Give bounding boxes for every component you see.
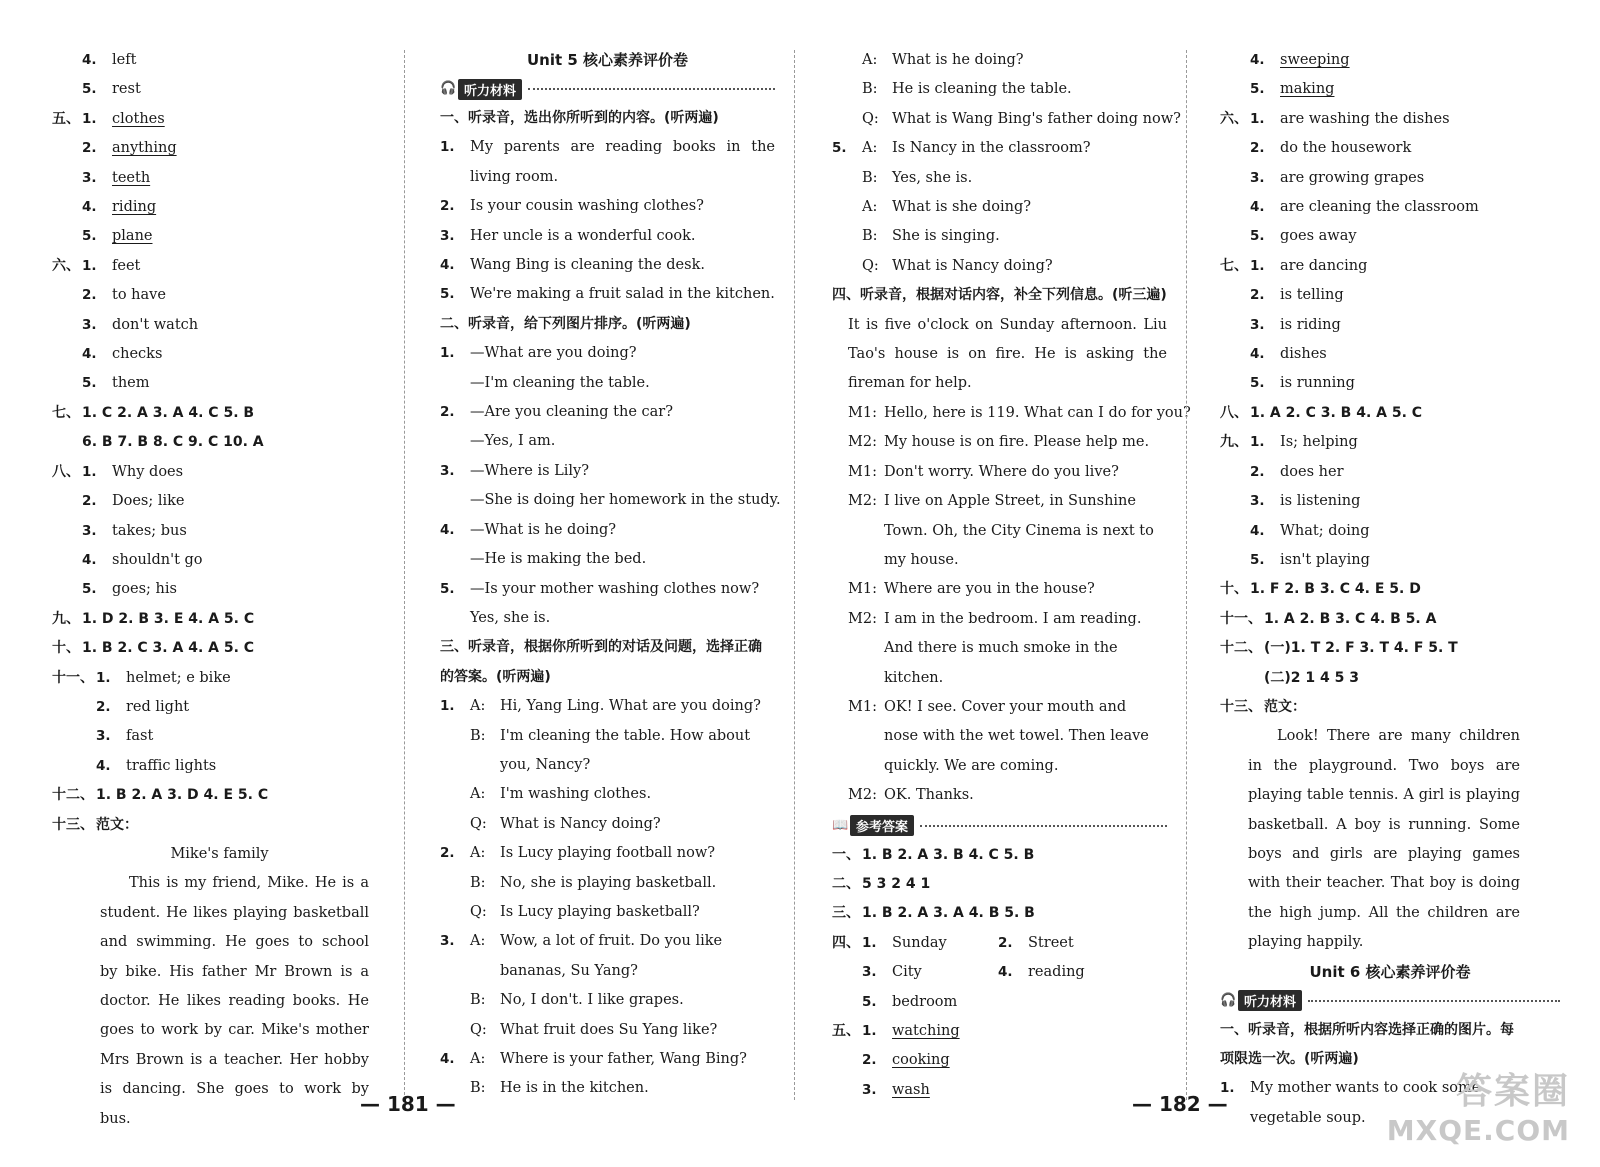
transcript-line: What is he doing? <box>892 52 1024 68</box>
speaker-label: A: <box>862 140 878 157</box>
answer-text: dishes <box>1280 346 1327 363</box>
column-divider <box>404 50 405 1100</box>
section-number: 十、 <box>1220 581 1248 598</box>
answer-text: is riding <box>1280 316 1341 333</box>
answer-text: is running <box>1280 375 1355 392</box>
speaker-label: M1: <box>848 404 877 421</box>
speaker-label: B: <box>862 169 878 186</box>
answer-row: (二)2 1 4 5 3 <box>1264 669 1359 686</box>
answer-text: is listening <box>1280 493 1361 510</box>
answer-text: Street <box>1028 934 1074 951</box>
section-number: 九、 <box>1220 434 1248 451</box>
item-number: 4. <box>96 757 111 774</box>
transcript-line: My house is on fire. Please help me. <box>884 434 1150 451</box>
answer-text: feet <box>112 257 141 274</box>
answer-text: are washing the dishes <box>1280 110 1450 127</box>
item-number: 1. <box>440 345 455 362</box>
answer-text: are dancing <box>1280 257 1368 274</box>
answer-text: What; doing <box>1280 522 1370 539</box>
transcript-line: —What is he doing? <box>470 521 617 538</box>
transcript-line: What is she doing? <box>892 199 1032 216</box>
answer-row: (一)1. T 2. F 3. T 4. F 5. T <box>1264 640 1458 657</box>
column-3 <box>832 46 1191 1105</box>
section-number: 一、 <box>832 846 860 863</box>
speaker-label: B: <box>470 1080 486 1097</box>
transcript-line: What fruit does Su Yang like? <box>500 1021 718 1038</box>
answer-text: wash <box>892 1081 930 1098</box>
answer-text: Why does <box>112 463 184 480</box>
answer-text: anything <box>112 140 177 157</box>
speaker-label: Q: <box>862 257 879 274</box>
answer-row: 1. F 2. B 3. C 4. E 5. D <box>1250 581 1421 598</box>
answer-row: 1. A 2. B 3. C 4. B 5. A <box>1264 610 1437 627</box>
speaker-label: M1: <box>848 581 877 598</box>
item-number: 3. <box>82 522 97 539</box>
transcript-line: Her uncle is a wonderful cook. <box>470 227 696 244</box>
item-number: 5. <box>440 286 455 303</box>
transcript-line: —What are you doing? <box>470 345 637 362</box>
transcript-line: Hello, here is 119. What can I do for you? <box>884 404 1191 421</box>
section-number: 七、 <box>52 404 80 421</box>
item-number: 5. <box>1250 81 1265 98</box>
section-number: 十、 <box>52 640 80 657</box>
transcript-line: —She is doing her homework in the study. <box>470 492 781 509</box>
speaker-label: B: <box>862 228 878 245</box>
answer-text: City <box>892 964 922 981</box>
answer-text: teeth <box>112 169 151 186</box>
page-number-right: — 182 — <box>1132 1092 1228 1116</box>
answer-row: 1. A 2. C 3. B 4. A 5. C <box>1250 404 1423 421</box>
item-number: 4. <box>82 199 97 216</box>
answer-text: red light <box>126 698 190 715</box>
item-number: 3. <box>96 728 111 745</box>
item-number: 2. <box>1250 140 1265 157</box>
transcript-line: My mother wants to cook some vegetable soup. <box>1250 1080 1481 1126</box>
watermark-url: MXQE.COM <box>1386 1114 1570 1147</box>
speaker-label: Q: <box>470 1021 487 1038</box>
transcript-line: Yes, she is. <box>470 609 551 626</box>
transcript-line: He is cleaning the table. <box>892 81 1072 98</box>
section-number: 六、 <box>52 257 80 274</box>
item-number: 3. <box>82 316 97 333</box>
item-number: 1. <box>1250 257 1265 274</box>
transcript-line: My parents are reading books in the living room. <box>470 139 775 185</box>
answer-text: clothes <box>112 110 165 127</box>
item-number: 5. <box>82 581 97 598</box>
page-number-left: — 181 — <box>360 1092 456 1116</box>
item-number: 1. <box>862 934 877 951</box>
column-2 <box>440 46 781 1104</box>
item-number: 3. <box>82 169 97 186</box>
item-number: 3. <box>440 933 455 950</box>
transcript-line: —I'm cleaning the table. <box>470 374 650 391</box>
answer-text: fast <box>126 728 154 745</box>
section-number: 十三、 <box>1220 698 1262 715</box>
speaker-label: A: <box>862 199 878 216</box>
speaker-label: B: <box>470 874 486 891</box>
book-icon: 📖 <box>832 817 849 833</box>
item-number: 1. <box>440 139 455 156</box>
reference-answer-tag <box>832 813 1167 839</box>
item-number: 5. <box>1250 375 1265 392</box>
answer-text: takes; bus <box>112 522 187 539</box>
watermark-logo: 答案圈 <box>1455 1071 1570 1112</box>
answer-row: 1. D 2. B 3. E 4. A 5. C <box>82 610 255 627</box>
transcript-line: Wang Bing is cleaning the desk. <box>470 257 705 274</box>
transcript-line: —Are you cleaning the car? <box>470 404 673 421</box>
answer-text: plane <box>112 228 153 245</box>
speaker-label: M1: <box>848 463 877 480</box>
speaker-label: B: <box>470 992 486 1009</box>
speaker-label: Q: <box>470 815 487 832</box>
item-number: 5. <box>82 81 97 98</box>
section-number: 八、 <box>1220 404 1248 421</box>
item-number: 2. <box>82 140 97 157</box>
item-number: 1. <box>440 698 455 715</box>
section-number: 四、 <box>832 934 860 951</box>
item-number: 1. <box>1250 434 1265 451</box>
transcript-line: Is Lucy playing basketball? <box>500 903 700 920</box>
speaker-label: Q: <box>470 903 487 920</box>
answer-text: traffic lights <box>126 757 217 774</box>
transcript-line: What is Wang Bing's father doing now? <box>892 110 1181 127</box>
answer-text: 范文： <box>1264 698 1306 715</box>
model-essay: Look! There are many children in the playground. Two boys are playing table tennis. A girl is playing basketball. A boy is running. Some boys and girls are playing games with their teacher. That boy is doing the high jump. All the children are playing happily. <box>1248 728 1520 951</box>
section-number: 十一、 <box>52 669 94 686</box>
transcript-line: Wow, a lot of fruit. Do you like bananas, Su Yang? <box>500 933 723 979</box>
question-heading: 一、听录音，根据所听内容选择正确的图片。每项限选一次。(听两遍) <box>1220 1021 1514 1067</box>
transcript-line: No, she is playing basketball. <box>500 874 717 891</box>
answer-row: 1. B 2. A 3. A 4. B 5. B <box>862 905 1035 922</box>
item-number: 4. <box>82 52 97 68</box>
item-number: 1. <box>82 110 97 127</box>
item-number: 4. <box>1250 522 1265 539</box>
section-number: 八、 <box>52 463 80 480</box>
answer-text: checks <box>112 346 163 363</box>
transcript-line: —He is making the bed. <box>470 551 647 568</box>
item-number: 3. <box>862 964 877 981</box>
item-number: 3. <box>1250 316 1265 333</box>
speaker-label: Q: <box>862 110 879 127</box>
answer-text: bedroom <box>892 993 958 1010</box>
speaker-label: A: <box>470 698 486 715</box>
item-number: 5. <box>1250 228 1265 245</box>
transcript-line: —Where is Lily? <box>470 462 590 479</box>
column-4 <box>1220 46 1560 1133</box>
transcript-line: I'm cleaning the table. How about you, Nancy? <box>500 727 751 773</box>
answer-text: riding <box>112 199 157 216</box>
question-heading: 三、听录音，根据你所听到的对话及问题，选择正确的答案。(听两遍) <box>440 639 762 685</box>
item-number: 1. <box>82 463 97 480</box>
answer-text: Is; helping <box>1280 434 1358 451</box>
transcript-line: Hi, Yang Ling. What are you doing? <box>500 698 761 715</box>
speaker-label: M2: <box>848 787 877 804</box>
speaker-label: A: <box>470 786 486 803</box>
transcript-line: —Is your mother washing clothes now? <box>470 580 760 597</box>
section-number: 十三、 <box>52 816 94 833</box>
speaker-label: A: <box>470 845 486 862</box>
transcript-line: OK! I see. Cover your mouth and nose with the wet towel. Then leave quickly. We are coming. <box>884 698 1149 774</box>
answer-row: 6. B 7. B 8. C 9. C 10. A <box>82 434 264 451</box>
speaker-label: M1: <box>848 698 877 715</box>
item-number: 1. <box>96 669 111 686</box>
transcript-line: No, I don't. I like grapes. <box>500 992 684 1009</box>
item-number: 5. <box>440 580 455 597</box>
dotted-rule <box>528 88 775 90</box>
transcript-line: We're making a fruit salad in the kitchen. <box>470 286 775 303</box>
question-intro: It is five o'clock on Sunday afternoon. Liu Tao's house is on fire. He is asking the fireman for help. <box>848 316 1167 392</box>
answer-text: them <box>112 375 150 392</box>
answer-text: watching <box>892 1023 960 1039</box>
transcript-line: I'm washing clothes. <box>500 786 652 803</box>
answer-text: left <box>112 52 137 68</box>
answer-text: reading <box>1028 964 1085 981</box>
section-number: 七、 <box>1220 257 1248 274</box>
item-number: 4. <box>82 551 97 568</box>
speaker-label: A: <box>470 933 486 950</box>
item-number: 2. <box>440 845 455 862</box>
answer-row: 1. B 2. A 3. D 4. E 5. C <box>96 787 269 804</box>
answer-text: cooking <box>892 1052 950 1069</box>
tag-label: 听力材料 <box>1238 990 1302 1011</box>
answer-text: to have <box>112 287 166 304</box>
section-number: 六、 <box>1220 110 1248 127</box>
question-heading: 二、听录音，给下列图片排序。(听两遍) <box>440 315 691 332</box>
answer-text: goes away <box>1280 228 1357 245</box>
column-divider <box>794 50 795 1100</box>
answer-text: sweeping <box>1280 52 1350 68</box>
item-number: 4. <box>82 346 97 363</box>
item-number: 2. <box>440 404 455 421</box>
answer-text: making <box>1280 81 1335 98</box>
answer-text: do the housework <box>1280 140 1412 157</box>
answer-text: Does; like <box>112 493 185 510</box>
answer-text: goes; his <box>112 581 177 598</box>
section-number: 十二、 <box>1220 640 1262 657</box>
speaker-label: A: <box>470 1051 486 1067</box>
section-number: 三、 <box>832 905 860 922</box>
essay-title: Mike's family <box>170 845 269 862</box>
unit-title: Unit 5 核心素养评价卷 <box>526 51 689 69</box>
transcript-line: He is in the kitchen. <box>500 1080 649 1097</box>
question-heading: 一、听录音，选出你所听到的内容。(听两遍) <box>440 110 719 126</box>
answer-text: helmet; e bike <box>126 669 231 686</box>
transcript-line: —Yes, I am. <box>470 433 556 450</box>
item-number: 2. <box>1250 463 1265 480</box>
answer-text: Sunday <box>892 934 947 951</box>
watermark <box>1387 1063 1570 1147</box>
speaker-label: M2: <box>848 610 877 627</box>
answer-row: 1. B 2. A 3. B 4. C 5. B <box>862 846 1035 863</box>
transcript-line: Is your cousin washing clothes? <box>470 198 704 215</box>
section-number: 二、 <box>832 875 860 892</box>
tag-label: 参考答案 <box>850 815 914 836</box>
answer-text: isn't playing <box>1280 551 1370 568</box>
item-number: 2. <box>96 698 111 715</box>
item-number: 4. <box>1250 346 1265 363</box>
item-number: 4. <box>1250 52 1265 68</box>
speaker-label: M2: <box>848 434 877 451</box>
answer-text: are cleaning the classroom <box>1280 199 1479 216</box>
item-number: 5. <box>1250 551 1265 568</box>
speaker-label: B: <box>862 81 878 98</box>
item-number: 2. <box>998 934 1013 951</box>
item-number: 3. <box>862 1081 877 1098</box>
item-number: 4. <box>440 1051 455 1067</box>
transcript-line: I live on Apple Street, in Sunshine Town. Oh, the City Cinema is next to my house. <box>884 493 1154 568</box>
item-number: 2. <box>862 1052 877 1069</box>
item-number: 3. <box>440 227 455 244</box>
transcript-line: Yes, she is. <box>892 169 973 186</box>
answer-text: 范文： <box>96 816 138 833</box>
dotted-rule <box>920 825 1167 827</box>
section-number: 十一、 <box>1220 610 1262 627</box>
item-number: 3. <box>1250 493 1265 510</box>
tag-label: 听力材料 <box>458 79 522 100</box>
question-heading: 四、听录音，根据对话内容，补全下列信息。(听三遍) <box>832 287 1167 304</box>
item-number: 1. <box>862 1023 877 1039</box>
answer-text: rest <box>112 81 141 98</box>
dotted-rule <box>1308 1000 1560 1002</box>
item-number: 2. <box>1250 287 1265 304</box>
item-number: 4. <box>1250 199 1265 216</box>
transcript-line: Don't worry. Where do you live? <box>884 463 1119 480</box>
transcript-line: I am in the bedroom. I am reading. And there is much smoke in the kitchen. <box>884 610 1142 686</box>
item-number: 4. <box>440 521 455 538</box>
listening-material-tag <box>1220 988 1560 1014</box>
item-number: 5. <box>82 375 97 392</box>
speaker-label: M2: <box>848 493 877 510</box>
item-number: 1. <box>82 257 97 274</box>
answer-text: does her <box>1280 463 1344 480</box>
transcript-line: OK. Thanks. <box>884 787 974 804</box>
item-number: 1. <box>1250 110 1265 127</box>
speaker-label: A: <box>862 52 878 68</box>
transcript-line: She is singing. <box>892 228 1000 245</box>
item-number: 5. <box>862 993 877 1010</box>
transcript-line: Where is your father, Wang Bing? <box>500 1051 747 1067</box>
model-essay: This is my friend, Mike. He is a student. He likes playing basketball and swimming. He goes to school by bike. His father Mr Brown is a doctor. He likes reading books. He goes to work by car. Mike's mother Mrs Brown is a teacher. Her hobby is dancing. She goes to work by bus. <box>100 875 369 1127</box>
item-number: 2. <box>440 198 455 215</box>
section-number: 九、 <box>52 610 80 627</box>
item-number: 4. <box>998 964 1013 981</box>
transcript-line: Where are you in the house? <box>884 581 1095 598</box>
unit-title: Unit 6 核心素养评价卷 <box>1309 962 1471 981</box>
item-number: 5. <box>82 228 97 245</box>
speaker-label: B: <box>470 727 486 744</box>
headphones-icon: 🎧 <box>1220 992 1237 1008</box>
item-number: 1. <box>1220 1080 1235 1097</box>
transcript-line: Is Lucy playing football now? <box>500 845 716 862</box>
transcript-line: What is Nancy doing? <box>500 815 661 832</box>
transcript-line: Is Nancy in the classroom? <box>892 140 1091 157</box>
answer-text: is telling <box>1280 287 1344 304</box>
answer-text: shouldn't go <box>112 551 203 568</box>
column-1 <box>52 46 387 1134</box>
item-number: 3. <box>1250 169 1265 186</box>
item-number: 3. <box>440 462 455 479</box>
answer-text: are growing grapes <box>1280 169 1425 186</box>
section-number: 十二、 <box>52 787 94 804</box>
listening-material-tag <box>440 76 775 102</box>
column-divider <box>1186 50 1187 1100</box>
section-number: 五、 <box>832 1023 860 1039</box>
section-number: 五、 <box>52 110 80 127</box>
item-number: 5. <box>832 140 847 157</box>
item-number: 4. <box>440 257 455 274</box>
item-number: 2. <box>82 287 97 304</box>
answer-row: 1. B 2. C 3. A 4. A 5. C <box>82 640 255 657</box>
answer-row: 5 3 2 4 1 <box>862 875 931 892</box>
transcript-line: What is Nancy doing? <box>892 257 1053 274</box>
answer-text: don't watch <box>112 316 199 333</box>
item-number: 2. <box>82 493 97 510</box>
answer-row: 1. C 2. A 3. A 4. C 5. B <box>82 404 255 421</box>
headphones-icon: 🎧 <box>440 81 457 96</box>
